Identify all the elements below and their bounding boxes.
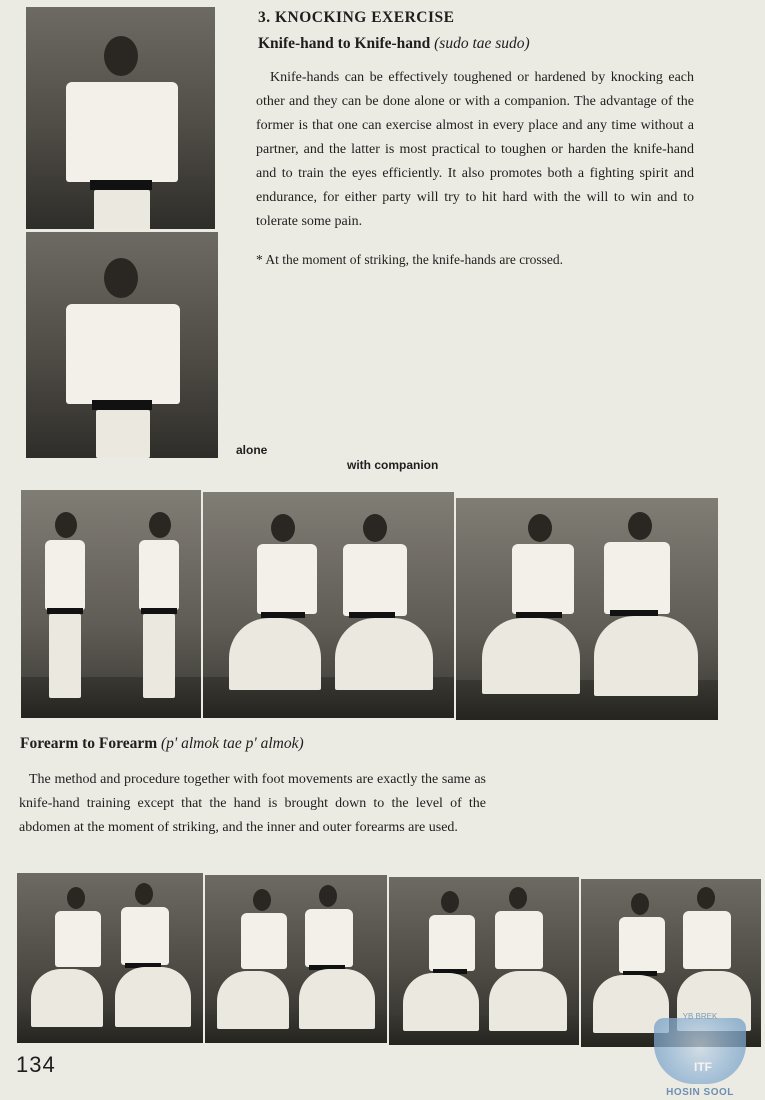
knife-hand-paragraph: Knife-hands can be effectively toughened or hardened by knocking each other and they can be done alone or with a companion. The advantage of the former is that one can exercise almost in every place and any time without a partner, and the latter is most practical to toughen or harden the knife-hand and to train the eyes efficiently. It also promotes both a fighting spirit and endurance, for either party will try to hit hard with the will to win and to tolerate some pain.: [256, 70, 694, 229]
karateka-figure: [27, 887, 107, 1037]
photo-alone-1: [26, 7, 215, 229]
section2-heading-main: Forearm to Forearm: [20, 735, 158, 752]
watermark-bottom-text: HOSIN SOOL: [666, 1087, 734, 1098]
karateka-figure: [485, 887, 571, 1039]
karateka-figure: [62, 254, 186, 458]
photo-companion-3: [456, 498, 718, 720]
karateka-figure: [60, 32, 184, 229]
karateka-figure: [213, 889, 293, 1037]
photo-alone-2: [26, 232, 218, 458]
subheading-main: Knife-hand to Knife-hand: [258, 35, 431, 52]
karateka-figure: [329, 514, 439, 704]
subheading-italic: (sudo tae sudo): [434, 35, 530, 52]
section-heading: 3. KNOCKING EXERCISE: [258, 9, 455, 26]
section-subheading: [258, 35, 530, 53]
watermark-top-text: YB BREK: [682, 1012, 718, 1021]
hosin-sool-watermark-logo: [640, 1012, 760, 1100]
karateka-figure: [223, 514, 327, 704]
section2-heading: [20, 735, 304, 753]
karateka-figure: [137, 512, 183, 702]
striking-note: * At the moment of striking, the knife-hands are crossed.: [256, 252, 564, 267]
photo-companion-1: [21, 490, 201, 718]
watermark-badge-text: ITF: [694, 1060, 712, 1074]
section2-heading-italic: (p' almok tae p' almok): [161, 735, 304, 752]
karateka-figure: [295, 885, 379, 1037]
karateka-figure: [399, 891, 483, 1039]
karateka-figure: [111, 883, 195, 1037]
photo-forearm-2: [205, 875, 387, 1043]
karateka-figure: [588, 512, 706, 706]
karateka-figure: [43, 512, 89, 702]
photo-forearm-1: [17, 873, 203, 1043]
caption-with-companion: with companion: [347, 458, 439, 472]
forearm-paragraph: The method and procedure together with foot movements are exactly the same as knife-hand training except that the hand is brought down to the level of the abdomen at the moment of striking, and the inner and outer forearms are used.: [19, 772, 486, 835]
shield-icon: [654, 1018, 746, 1084]
caption-alone: alone: [236, 443, 268, 457]
photo-companion-2: [203, 492, 454, 718]
karateka-figure: [476, 514, 586, 704]
photo-forearm-3: [389, 877, 579, 1045]
page-number: 134: [16, 1052, 56, 1077]
